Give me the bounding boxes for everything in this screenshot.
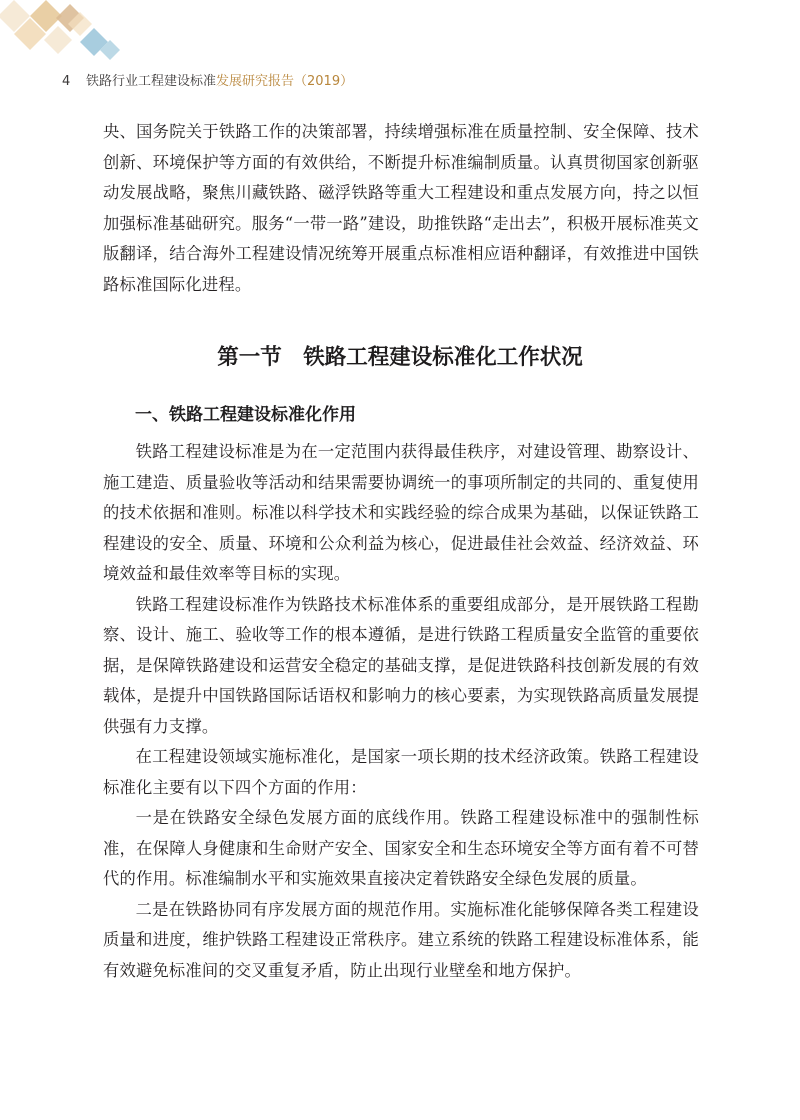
body-paragraph: 一是在铁路安全绿色发展方面的底线作用。铁路工程建设标准中的强制性标准，在保障人身健康和生命财产安全、国家安全和生态环境安全等方面有着不可替代的作用。标准编制水平和实施效果直接决定着铁路安全绿色发展的质量。 [103, 808, 699, 888]
page-number: 4 [62, 74, 71, 89]
body-paragraph: 铁路工程建设标准作为铁路技术标准体系的重要组成部分，是开展铁路工程勘察、设计、施工、验收等工作的根本遵循，是进行铁路工程质量安全监管的重要依据，是保障铁路建设和运营安全稳定的基础支撑，是促进铁路科技创新发展的有效载体，是提升中国铁路国际话语权和影响力的核心要素，为实现铁路高质量发展提供强有力支撑。 [103, 594, 699, 736]
running-header [62, 73, 353, 91]
header-title-highlight: 发展研究报告（2019） [216, 74, 354, 89]
body-paragraph: 在工程建设领域实施标准化，是国家一项长期的技术经济政策。铁路工程建设标准化主要有以下四个方面的作用： [103, 747, 699, 797]
body-text-block [103, 437, 699, 986]
body-paragraph: 铁路工程建设标准是为在一定范围内获得最佳秩序，对建设管理、勘察设计、施工建造、质量验收等活动和结果需要协调统一的事项所制定的共同的、重复使用的技术依据和准则。标准以科学技术和实践经验的综合成果为基础，以保证铁路工程建设的安全、质量、环境和公众利益为核心，促进最佳社会效益、经济效益、环境效益和最佳效率等目标的实现。 [103, 442, 699, 583]
header-title: 铁路行业工程建设标准 [86, 74, 217, 89]
intro-text-block [103, 117, 699, 300]
diamond-shape [44, 26, 72, 54]
intro-paragraph: 央、国务院关于铁路工作的决策部署，持续增强标准在质量控制、安全保障、技术创新、环境保护等方面的有效供给，不断提升标准编制质量。认真贯彻国家创新驱动发展战略，聚焦川藏铁路、磁浮铁路等重大工程建设和重点发展方向，持之以恒加强标准基础研究。服务“一带一路”建设，助推铁路“走出去”，积极开展标准英文版翻译，结合海外工程建设情况统筹开展重点标准相应语种翻译，有效推进中国铁路标准国际化进程。 [103, 122, 699, 294]
section-title: 第一节 铁路工程建设标准化工作状况 [217, 345, 583, 370]
body-paragraph: 二是在铁路协同有序发展方面的规范作用。实施标准化能够保障各类工程建设质量和进度，维护铁路工程建设正常秩序。建立系统的铁路工程建设标准体系，能有效避免标准间的交叉重复矛盾，防止出现行业壁垒和地方保护。 [103, 899, 699, 980]
subsection-title: 一、铁路工程建设标准化作用 [135, 405, 356, 425]
corner-diamond-decoration [0, 0, 140, 75]
